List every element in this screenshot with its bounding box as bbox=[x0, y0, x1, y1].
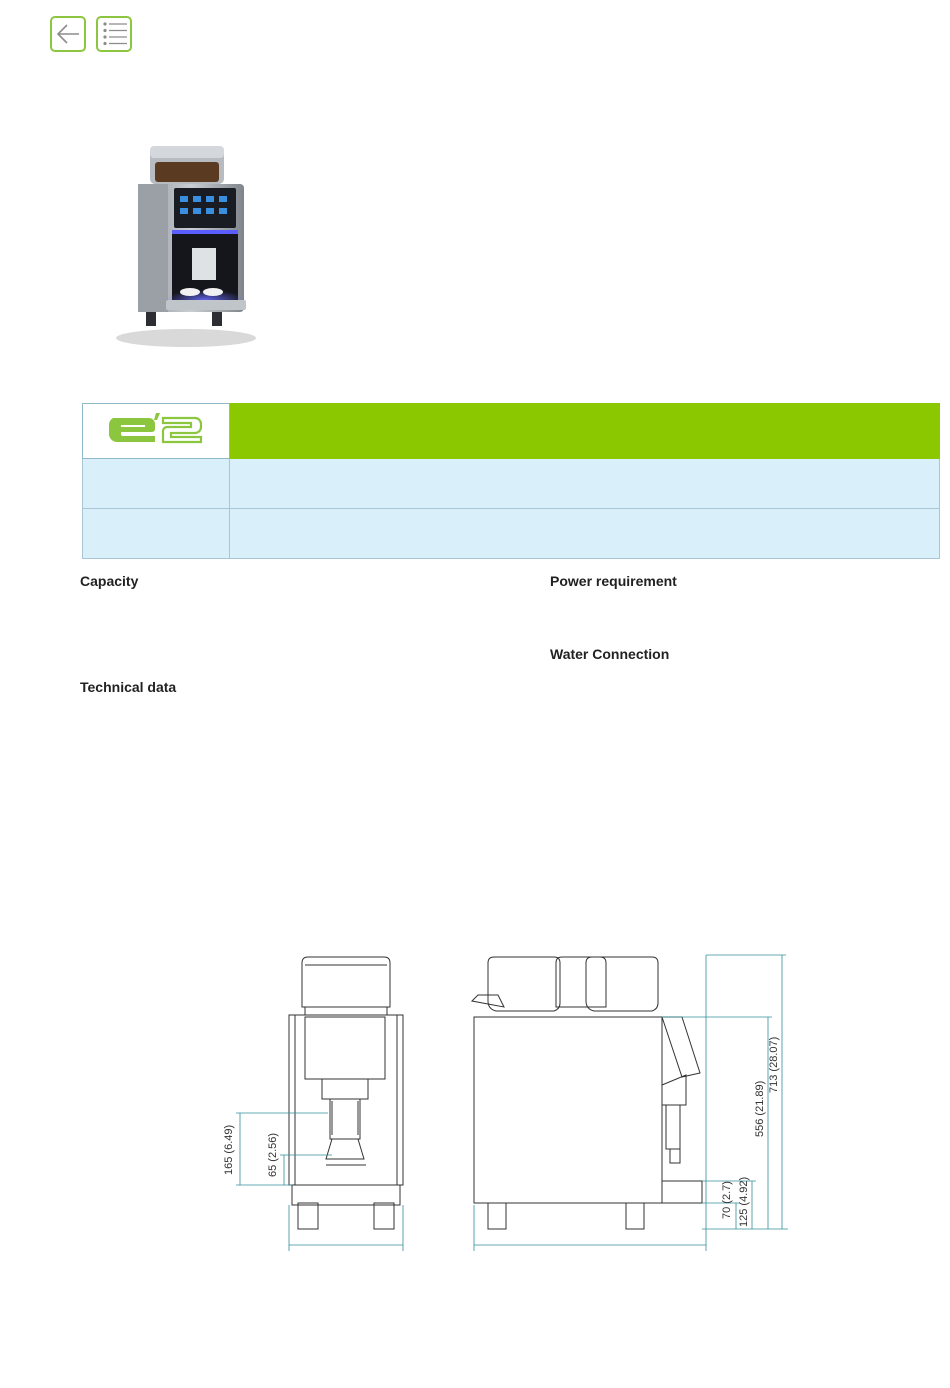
technical-drawing bbox=[210, 945, 810, 1260]
back-button[interactable] bbox=[50, 16, 86, 52]
power-requirement-heading: Power requirement bbox=[550, 573, 677, 589]
dimension-lines bbox=[236, 955, 788, 1251]
technical-data-heading: Technical data bbox=[80, 679, 177, 695]
header-bar bbox=[230, 404, 940, 459]
table-row bbox=[83, 509, 940, 559]
dimension-label: 125 (4.92) bbox=[738, 1176, 750, 1227]
row-value bbox=[230, 509, 940, 559]
row-value bbox=[230, 459, 940, 509]
row-label bbox=[83, 509, 230, 559]
dimension-label: 70 (2.7) bbox=[721, 1181, 733, 1219]
dimension-label: 165 (6.49) bbox=[223, 1124, 235, 1175]
dimension-label: 556 (21.89) bbox=[754, 1080, 766, 1137]
arrow-left-icon bbox=[52, 18, 84, 50]
spec-table bbox=[82, 403, 940, 559]
water-connection-heading: Water Connection bbox=[550, 646, 670, 662]
table-of-contents-button[interactable] bbox=[96, 16, 132, 52]
front-view bbox=[289, 957, 702, 1229]
table-header-row bbox=[83, 404, 940, 459]
row-label bbox=[83, 459, 230, 509]
logo-cell bbox=[83, 404, 230, 459]
dimension-label: 65 (2.56) bbox=[267, 1132, 279, 1177]
e2-logo bbox=[83, 404, 230, 453]
capacity-heading: Capacity bbox=[80, 573, 139, 589]
list-icon bbox=[98, 18, 130, 50]
coffee-machine-image bbox=[108, 140, 258, 350]
dimension-label: 713 (28.07) bbox=[768, 1036, 780, 1093]
table-row bbox=[83, 459, 940, 509]
